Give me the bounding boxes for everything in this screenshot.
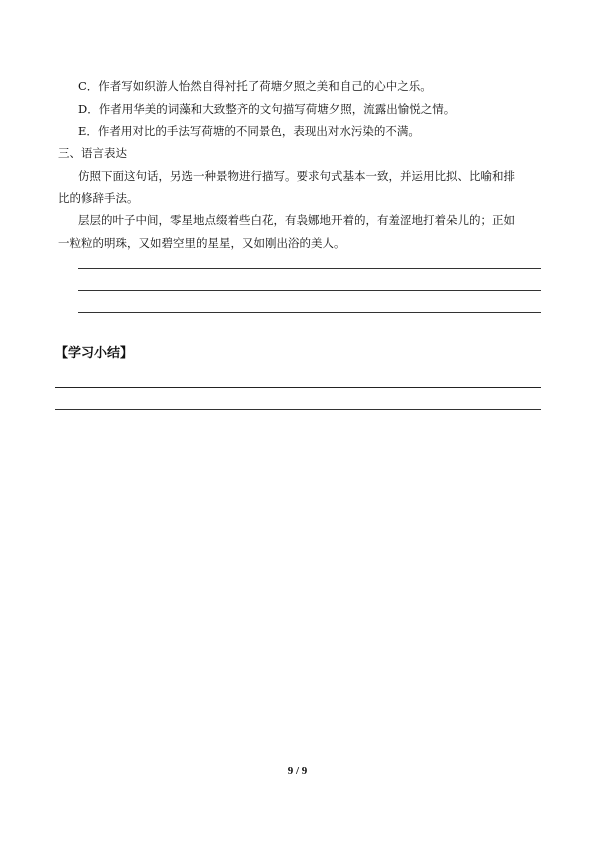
example-line-1: 层层的叶子中间，零星地点缀着些白花，有袅娜地开着的，有羞涩地打着朵儿的；正如 [78,213,515,227]
answer-line-2[interactable] [78,290,541,291]
page-number: 9 / 9 [287,765,308,777]
summary-line-2[interactable] [55,409,541,410]
example-line-2: 一粒粒的明珠，又如碧空里的星星，又如刚出浴的美人。 [58,236,346,250]
instruction-line-2: 比的修辞手法。 [58,191,139,205]
summary-line-1[interactable] [55,387,541,388]
answer-line-1[interactable] [78,268,541,269]
option-d: D．作者用华美的词藻和大致整齐的文句描写荷塘夕照，流露出愉悦之情。 [78,102,456,116]
option-e: E．作者用对比的手法写荷塘的不同景色，表现出对水污染的不满。 [78,124,420,138]
instruction-line-1: 仿照下面这句话，另选一种景物进行描写。要求句式基本一致，并运用比拟、比喻和排 [78,169,515,183]
study-summary-title: 【学习小结】 [55,346,134,361]
option-c: C．作者写如织游人怡然自得衬托了荷塘夕照之美和自己的心中之乐。 [78,79,432,93]
answer-line-3[interactable] [78,312,541,313]
section-heading-language-expression: 三、语言表达 [58,146,127,160]
